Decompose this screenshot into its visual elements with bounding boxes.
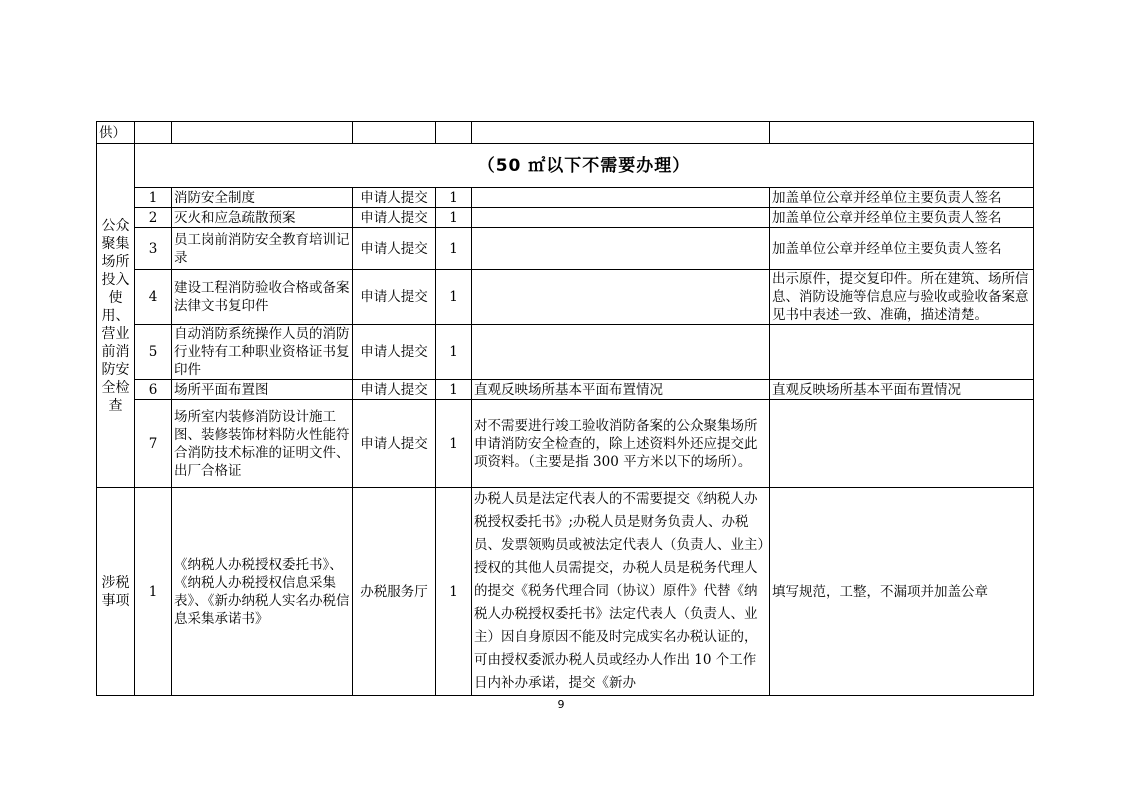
copy-count: 1 [436,380,472,400]
material-requirement: 填写规范，工整，不漏项并加盖公章 [770,488,1034,696]
material-source: 申请人提交 [353,380,436,400]
table-row [97,488,1034,696]
material-name: 建设工程消防验收合格或备案法律文书复印件 [172,270,353,325]
material-description [472,325,770,380]
material-description [472,208,770,228]
material-name: 自动消防系统操作人员的消防行业特有工种职业资格证书复印件 [172,325,353,380]
category-cell: 公众聚集场所投入使用、营业前消防安全检查 [97,144,135,488]
material-source: 申请人提交 [353,270,436,325]
material-description: 直观反映场所基本平面布置情况 [472,380,770,400]
copy-count: 1 [436,228,472,270]
copy-count: 1 [436,208,472,228]
copy-count: 1 [436,270,472,325]
material-requirement: 直观反映场所基本平面布置情况 [770,380,1034,400]
material-description: 办税人员是法定代表人的不需要提交《纳税人办税授权委托书》;办税人员是财务负责人、办税员、发票领购员或被法定代表人（负责人、业主）授权的其他人员需提交，办税人员是税务代理人的提交《税务代理合同（协议）原件》代替《纳税人办税授权委托书》法定代表人（负责人、业主）因自身原因不能及时完成实名办税认证的，可由授权委派办税人员或经办人作出 10 个工作日内补办承诺，提交《新办 [472,488,770,696]
material-source: 申请人提交 [353,188,436,208]
table-row [97,208,1034,228]
copy-count: 1 [436,488,472,696]
row-number: 4 [135,270,172,325]
material-description [472,270,770,325]
row-number: 1 [135,488,172,696]
table-row [97,270,1034,325]
material-name: 灭火和应急疏散预案 [172,208,353,228]
material-source: 申请人提交 [353,400,436,488]
notice-banner: （50 ㎡以下不需要办理） [135,144,1034,188]
material-name: 场所室内装修消防设计施工图、装修装饰材料防火性能符合消防技术标准的证明文件、出厂合格证 [172,400,353,488]
material-source: 申请人提交 [353,325,436,380]
row-number: 7 [135,400,172,488]
row-number: 2 [135,208,172,228]
material-description [472,228,770,270]
material-source: 申请人提交 [353,228,436,270]
material-description: 对不需要进行竣工验收消防备案的公众聚集场所申请消防安全检查的，除上述资料外还应提交此项资料。（主要是指 300 平方米以下的场所）。 [472,400,770,488]
material-requirement: 加盖单位公章并经单位主要负责人签名 [770,188,1034,208]
page-number: 9 [557,698,565,711]
table-row [97,325,1034,380]
category-cell: 供） [97,122,135,144]
table-row [97,188,1034,208]
materials-table [96,121,1034,696]
banner-row [97,144,1034,188]
material-source: 办税服务厅 [353,488,436,696]
material-name: 场所平面布置图 [172,380,353,400]
row-number: 5 [135,325,172,380]
row-number: 6 [135,380,172,400]
material-source: 申请人提交 [353,208,436,228]
row-number: 1 [135,188,172,208]
table-row [97,122,1034,144]
table-row [97,380,1034,400]
material-requirement [770,400,1034,488]
copy-count: 1 [436,325,472,380]
copy-count: 1 [436,400,472,488]
material-name: 消防安全制度 [172,188,353,208]
material-name: 员工岗前消防安全教育培训记录 [172,228,353,270]
material-requirement: 出示原件，提交复印件。所在建筑、场所信息、消防设施等信息应与验收或验收备案意见书中表述一致、准确，描述清楚。 [770,270,1034,325]
material-requirement [770,325,1034,380]
table-row [97,228,1034,270]
copy-count: 1 [436,188,472,208]
material-name: 《纳税人办税授权委托书》、《纳税人办税授权信息采集表》、《新办纳税人实名办税信息采集承诺书》 [172,488,353,696]
material-requirement: 加盖单位公章并经单位主要负责人签名 [770,208,1034,228]
category-cell: 涉税事项 [97,488,135,696]
table-row [97,400,1034,488]
material-description [472,188,770,208]
material-requirement: 加盖单位公章并经单位主要负责人签名 [770,228,1034,270]
row-number: 3 [135,228,172,270]
